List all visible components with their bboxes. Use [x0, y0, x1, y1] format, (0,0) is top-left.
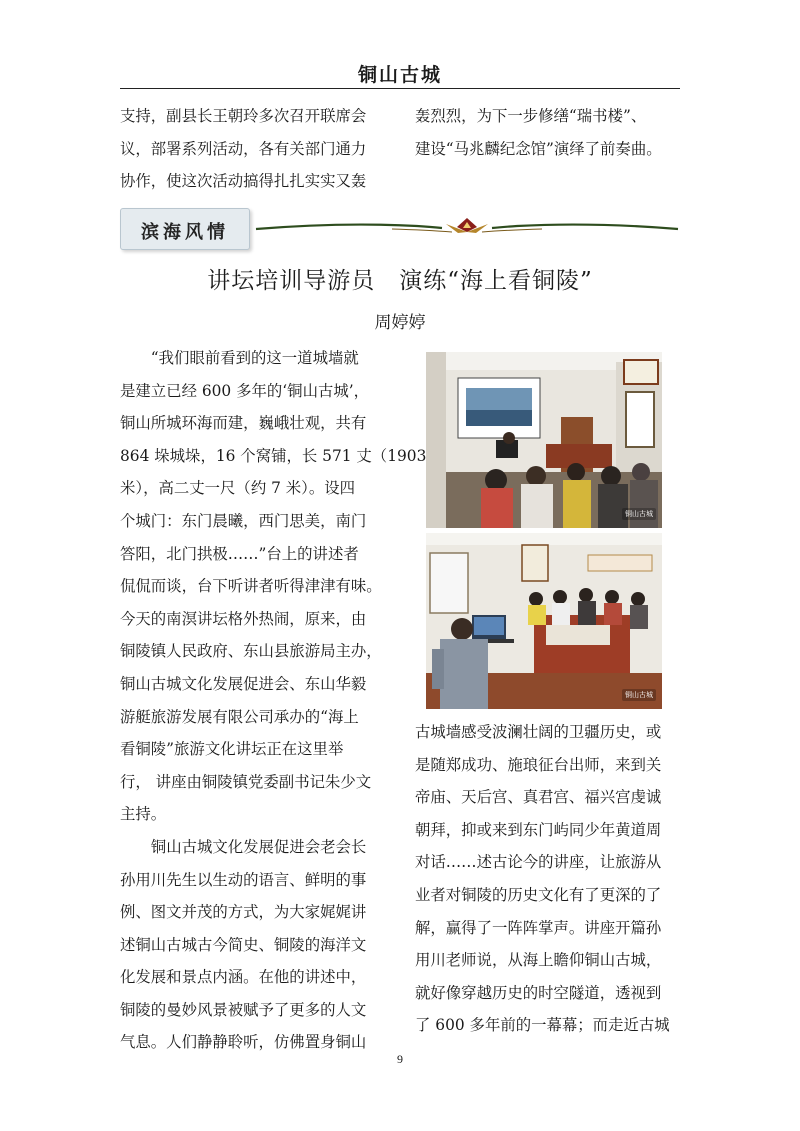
section-banner: [120, 208, 250, 250]
text-line: 述铜山古城古今简史、铜陵的海洋文: [120, 935, 367, 954]
page-number: 9: [397, 1052, 403, 1066]
lecture-photo-2: [426, 533, 662, 709]
text-line: 侃侃而谈，台下听讲者听得津津有味。: [120, 577, 382, 596]
text-line: 业者对铜陵的历史文化有了更深的了: [415, 885, 662, 904]
text-line: 铜山古城文化发展促进会、东山华毅: [120, 674, 367, 693]
top-left-column: [120, 100, 366, 198]
text-line: 主持。: [120, 805, 167, 824]
text-line: 864 垛城垛，16 个窝铺，长 571 丈（1903: [120, 446, 427, 465]
text-line: 化发展和景点内涵。在他的讲述中，: [120, 968, 367, 987]
running-header-title: 铜山古城: [357, 64, 442, 86]
article-right-column: [415, 716, 670, 1042]
text-line: 孙用川先生以生动的语言、鲜明的事: [120, 870, 367, 889]
text-line: 游艇旅游发展有限公司承办的“海上: [120, 707, 359, 726]
text-line: 轰烈烈，为下一步修缮“瑞书楼”、: [415, 107, 647, 125]
text-line: 看铜陵”旅游文化讲坛正在这里举: [120, 740, 344, 759]
text-line: 就好像穿越历史的时空隧道，透视到: [415, 983, 662, 1002]
text-line: 铜陵镇人民政府、东山县旅游局主办，: [120, 642, 382, 661]
text-line: 对话……述古论今的讲座，让旅游从: [415, 853, 662, 872]
text-line: 答阳，北门拱极……”台上的讲述者: [120, 544, 359, 563]
text-line: 米），高二丈一尺（约 7 米）。设四: [120, 479, 356, 498]
text-line: 用川老师说，从海上瞻仰铜山古城，: [415, 951, 662, 970]
text-line: 个城门：东门晨曦，西门思美，南门: [120, 511, 367, 530]
text-line: 气息。人们静静聆听，仿佛置身铜山: [120, 1033, 367, 1052]
text-line: 铜山古城文化发展促进会老会长: [150, 837, 367, 856]
text-line: 支持，副县长王朝玲多次召开联席会: [120, 107, 367, 125]
text-line: 协作，使这次活动搞得扎扎实实又轰: [120, 172, 367, 191]
text-line: 帝庙、天后宫、真君宫、福兴宫虔诚: [415, 788, 662, 807]
text-line: 解，赢得了一阵阵掌声。讲座开篇孙: [415, 918, 662, 937]
text-line: 铜陵的曼妙风景被赋予了更多的人文: [120, 1000, 367, 1019]
text-line: 是随郑成功、施琅征台出师，来到关: [415, 755, 662, 774]
speaker-laptop-image-icon: [426, 533, 662, 709]
text-line: 例、图文并茂的方式，为大家娓娓讲: [120, 903, 367, 922]
lecture-photo-1: [426, 352, 662, 528]
photo-watermark: 铜山古城: [622, 689, 656, 701]
text-line: “我们眼前看到的这一道城墙就: [150, 349, 359, 367]
text-line: 今天的南溟讲坛格外热闹，原来，由: [120, 609, 367, 628]
text-line: 议，部署系列活动，各有关部门通力: [120, 139, 367, 158]
section-banner-label: 滨海风情: [141, 222, 229, 243]
top-right-column: [415, 100, 662, 165]
article-author: 周婷婷: [374, 313, 426, 333]
text-line: 铜山所城环海而建，巍峨壮观，共有: [120, 414, 367, 433]
lecture-hall-image-icon: [426, 352, 662, 528]
photo-watermark: 铜山古城: [622, 508, 656, 520]
text-line: 了 600 多年前的一幕幕；而走近古城: [415, 1016, 670, 1035]
header-rule: [120, 88, 680, 89]
article-left-column: [120, 342, 426, 1059]
text-line: 建设“马兆麟纪念馆”演绎了前奏曲。: [415, 139, 662, 158]
text-line: 古城墙感受波澜壮阔的卫疆历史，或: [415, 723, 662, 741]
text-line: 朝拜，抑或来到东门屿同少年黄道周: [415, 820, 662, 839]
text-line: 是建立已经 600 多年的‘铜山古城’，: [120, 381, 370, 400]
ornamental-divider-icon: [252, 214, 682, 240]
article-title: 讲坛培训导游员 演练“海上看铜陵”: [207, 268, 593, 294]
text-line: 行， 讲座由铜陵镇党委副书记朱少文: [120, 772, 372, 791]
